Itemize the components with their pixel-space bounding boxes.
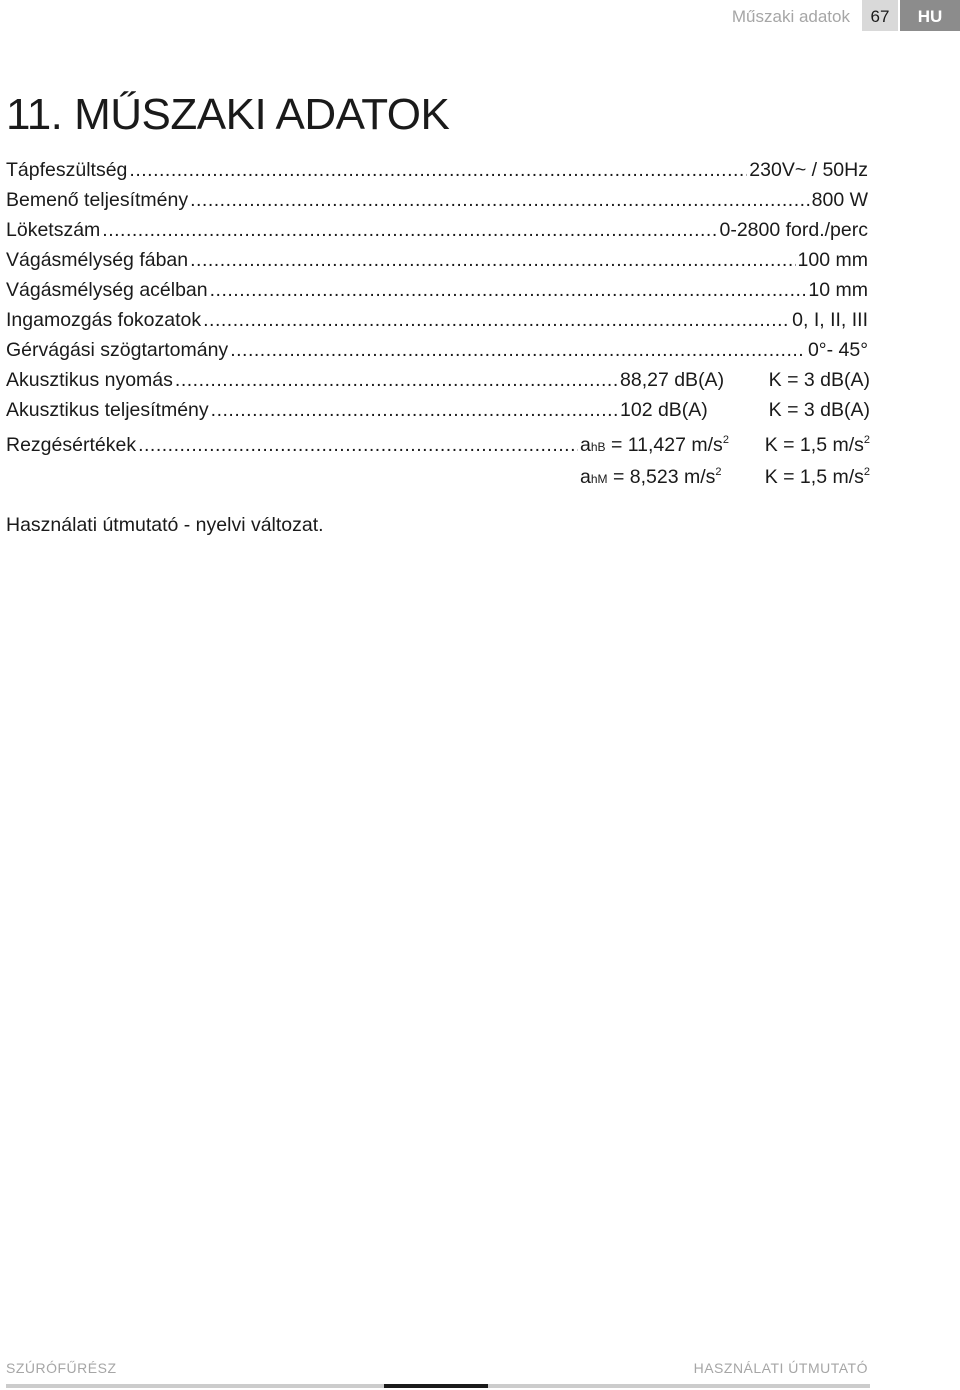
dot-leader: [129, 155, 747, 185]
spec-row: [6, 425, 870, 455]
spec-label: Akusztikus teljesítmény: [6, 399, 209, 421]
vibration-value: [580, 455, 758, 496]
spec-value: 0-2800 ford./perc: [719, 219, 868, 241]
spec-row: [6, 275, 870, 305]
spec-label: Vágásmélység fában: [6, 249, 189, 271]
page-title: 11. MŰSZAKI ADATOK: [6, 90, 450, 139]
vibration-amount: = 11,427 m/s: [610, 434, 723, 456]
footer-bar: [488, 1384, 870, 1388]
dot-leader: [190, 185, 810, 215]
spec-label: Bemenő teljesítmény: [6, 189, 189, 211]
dot-leader: [211, 395, 618, 425]
spec-row: [6, 155, 870, 185]
spec-value-group: [620, 395, 870, 425]
spec-list: [6, 155, 870, 489]
spec-value: 0°- 45°: [807, 339, 868, 361]
vibration-subscript: hM: [590, 472, 608, 486]
language-badge: HU: [900, 0, 960, 31]
dot-leader: [230, 335, 806, 365]
dot-leader: [102, 215, 717, 245]
spec-row: [6, 305, 870, 335]
spec-label: Akusztikus nyomás: [6, 369, 173, 391]
page-number: 67: [862, 0, 898, 31]
spec-label: Löketszám: [6, 219, 101, 241]
footer-product-name: SZÚRÓFŰRÉSZ: [6, 1360, 117, 1376]
spec-value: 0, I, II, III: [792, 309, 868, 331]
spec-value: 10 mm: [808, 279, 868, 301]
vibration-k-exponent: 2: [863, 434, 870, 446]
spec-row: [6, 455, 870, 489]
spec-label: Vágásmélység acélban: [6, 279, 208, 301]
spec-row: [6, 245, 870, 275]
spec-value: 100 mm: [797, 249, 868, 271]
spec-label: Rezgésértékek: [6, 434, 137, 456]
spec-value: 230V~ / 50Hz: [749, 159, 868, 181]
vibration-k: K = 1,5 m/s: [764, 466, 864, 488]
vibration-amount: = 8,523 m/s: [612, 466, 716, 488]
vibration-subscript: hB: [590, 440, 606, 454]
footer-doc-type: HASZNÁLATI ÚTMUTATÓ: [693, 1360, 868, 1376]
footer-bar-highlight: [384, 1384, 488, 1388]
footer-bar: [6, 1384, 384, 1388]
spec-row: [6, 185, 870, 215]
dot-leader: [175, 365, 618, 395]
spec-value: 102 dB(A): [620, 399, 708, 421]
page-header: [732, 0, 960, 31]
dot-leader: [210, 275, 807, 305]
spec-row: [6, 335, 870, 365]
vibration-symbol: a: [580, 466, 591, 488]
vibration-k: K = 1,5 m/s: [764, 434, 864, 456]
spec-row: [6, 215, 870, 245]
dot-leader: [190, 245, 795, 275]
vibration-exponent: 2: [722, 434, 729, 446]
header-section-title: Műszaki adatok: [731, 7, 850, 26]
spec-label: Ingamozgás fokozatok: [6, 309, 202, 331]
spec-row: [6, 395, 870, 425]
spec-value: 88,27 dB(A): [620, 369, 725, 391]
vibration-value-group: [580, 455, 870, 496]
dot-leader: [203, 305, 790, 335]
spec-label: Tápfeszültség: [6, 159, 128, 181]
spec-uncertainty: K = 3 dB(A): [768, 369, 870, 391]
spec-row: [6, 365, 870, 395]
vibration-uncertainty: [758, 455, 870, 494]
spec-value: 800 W: [811, 189, 868, 211]
spec-value-group: [620, 365, 870, 395]
vibration-exponent: 2: [715, 466, 722, 478]
language-note: Használati útmutató - nyelvi változat.: [6, 514, 324, 536]
vibration-k-exponent: 2: [863, 466, 870, 478]
vibration-symbol: a: [580, 434, 591, 456]
spec-label: Gérvágási szögtartomány: [6, 339, 229, 361]
spec-uncertainty: K = 3 dB(A): [768, 399, 870, 421]
